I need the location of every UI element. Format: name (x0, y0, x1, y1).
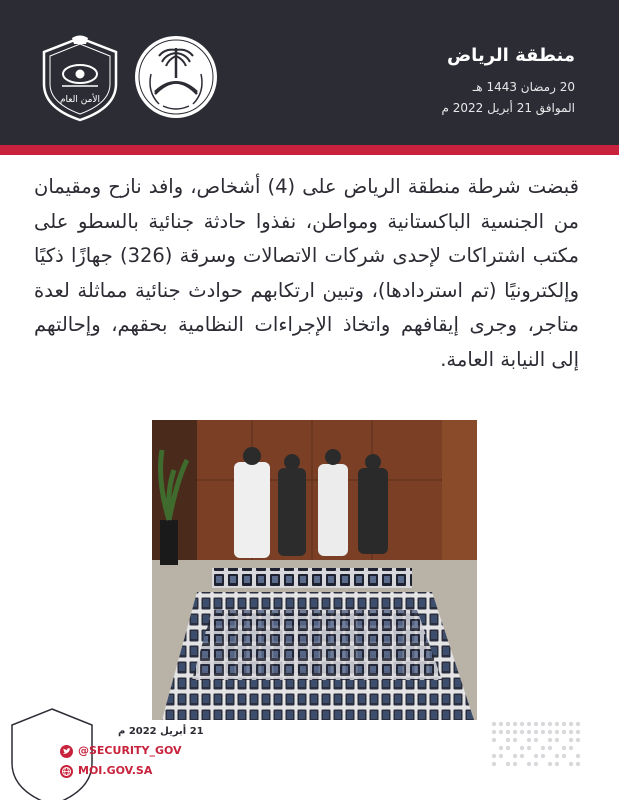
decorative-dot (527, 738, 531, 742)
saudi-emblem-icon (133, 34, 219, 120)
decorative-dot (506, 730, 510, 734)
decorative-dot (527, 762, 531, 766)
decorative-dot (555, 722, 559, 726)
footer-date: 21 أبريل 2022 م (118, 726, 204, 737)
decorative-dot (576, 722, 580, 726)
decorative-dot (499, 754, 503, 758)
hijri-date: 20 رمضان 1443 هـ (472, 80, 575, 94)
decorative-dot (520, 746, 524, 750)
decorative-dot (555, 730, 559, 734)
decorative-dot (527, 722, 531, 726)
decorative-dot (562, 754, 566, 758)
decorative-dot (541, 722, 545, 726)
accent-stripe (0, 145, 619, 155)
decorative-dot (548, 722, 552, 726)
decorative-dot (513, 722, 517, 726)
decorative-dot (548, 730, 552, 734)
decorative-dot (576, 738, 580, 742)
decorative-dot (492, 754, 496, 758)
decorative-dot (492, 730, 496, 734)
decorative-dot (569, 722, 573, 726)
decorative-dot (492, 762, 496, 766)
decorative-dot (520, 722, 524, 726)
decorative-dot (492, 722, 496, 726)
decorative-dot (548, 746, 552, 750)
decorative-dot (555, 762, 559, 766)
decorative-dot (541, 746, 545, 750)
decorative-dot (562, 722, 566, 726)
decorative-dot (513, 730, 517, 734)
decorative-dot (534, 738, 538, 742)
header-bar (0, 0, 619, 145)
decorative-dot (569, 762, 573, 766)
decorative-dot (499, 730, 503, 734)
decorative-dot (555, 738, 559, 742)
website-url: MOI.GOV.SA (78, 764, 153, 777)
decorative-dot (506, 722, 510, 726)
decorative-dots-pattern (490, 720, 585, 770)
region-title: منطقة الرياض (446, 45, 575, 66)
decorative-dot (541, 754, 545, 758)
public-security-badge-icon (36, 34, 124, 122)
decorative-dot (548, 738, 552, 742)
twitter-handle: @SECURITY_GOV (78, 744, 182, 757)
decorative-dot (548, 762, 552, 766)
decorative-dot (513, 754, 517, 758)
website-link[interactable] (60, 764, 204, 778)
decorative-dot (520, 754, 524, 758)
decorative-dot (534, 722, 538, 726)
decorative-dot (576, 754, 580, 758)
decorative-dot (527, 746, 531, 750)
decorative-dot (527, 730, 531, 734)
decorative-dot (492, 738, 496, 742)
decorative-dot (534, 762, 538, 766)
decorative-dot (569, 730, 573, 734)
globe-icon (60, 765, 73, 778)
twitter-icon (60, 745, 73, 758)
twitter-link[interactable] (60, 744, 204, 758)
decorative-dot (506, 762, 510, 766)
seized-devices-photo (152, 420, 477, 720)
decorative-dot (506, 746, 510, 750)
decorative-dot (562, 746, 566, 750)
decorative-dot (541, 730, 545, 734)
decorative-dot (569, 738, 573, 742)
decorative-dot (506, 738, 510, 742)
decorative-dot (534, 754, 538, 758)
gregorian-date: الموافق 21 أبريل 2022 م (441, 101, 575, 115)
decorative-dot (499, 746, 503, 750)
decorative-dot (534, 730, 538, 734)
decorative-dot (576, 762, 580, 766)
footer-info (60, 725, 204, 778)
decorative-dot (562, 730, 566, 734)
decorative-dot (513, 738, 517, 742)
decorative-dot (555, 754, 559, 758)
decorative-dot (569, 746, 573, 750)
decorative-dot (520, 730, 524, 734)
svg-text:الأمن العام: الأمن العام (59, 95, 101, 105)
news-article-text: قبضت شرطة منطقة الرياض على (4) أشخاص، وافد نازح ومقيمان من الجنسية الباكستانية ومواطن، نفذوا حادثة جنائية بالسطو على مكتب اشتراكات لإحدى شركات الاتصالات وسرقة (326) جهازًا ذكيًا وإلكترونيًا (تم استردادها)، وتبين ارتكابهم حوادث جنائية مماثلة لعدة متاجر، وجرى إيقافهم واتخاذ الإجراءات النظامية بحقهم، وإحالتهم إلى النيابة العامة. (34, 175, 579, 371)
decorative-dot (513, 762, 517, 766)
decorative-dot (576, 730, 580, 734)
decorative-dot (499, 722, 503, 726)
header-text (442, 45, 575, 116)
